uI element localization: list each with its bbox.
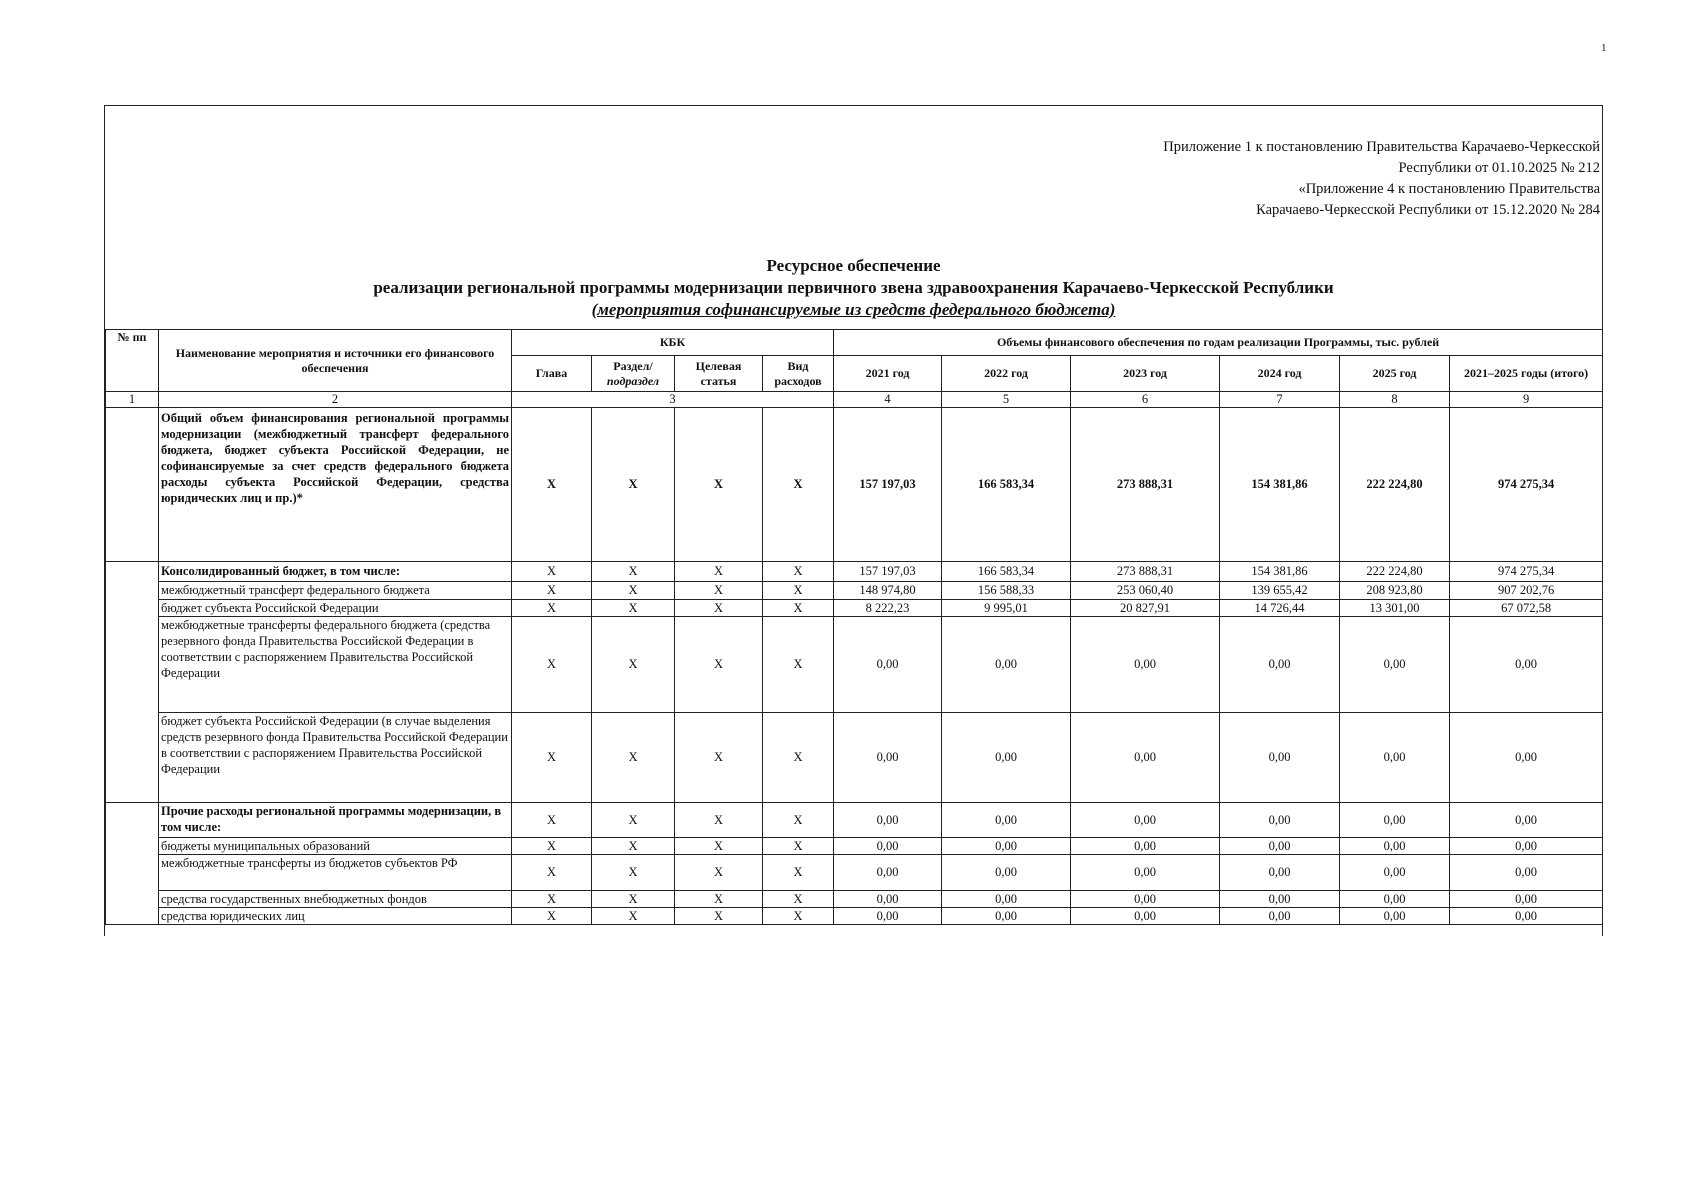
cell-2022: 166 583,34: [942, 562, 1071, 582]
column-number: 9: [1450, 392, 1603, 408]
table-row: [106, 855, 1603, 891]
cell-2023: 0,00: [1071, 908, 1220, 925]
cell-2023: 273 888,31: [1071, 562, 1220, 582]
cell-2025: 222 224,80: [1340, 408, 1450, 562]
cell-glava: Х: [512, 713, 592, 803]
cell-2023: 253 060,40: [1071, 582, 1220, 600]
title-subtitle: (мероприятия софинансируемые из средств федерального бюджета): [591, 300, 1116, 319]
cell-2025: 208 923,80: [1340, 582, 1450, 600]
cell-2021: 0,00: [834, 838, 942, 855]
cell-celevaya: Х: [675, 908, 763, 925]
cell-razdel: Х: [592, 408, 675, 562]
table-row: [106, 908, 1603, 925]
cell-total: 0,00: [1450, 891, 1603, 908]
cell-razdel: Х: [592, 617, 675, 713]
approval-line: Республики от 01.10.2025 № 212: [1398, 160, 1600, 176]
cell-razdel: Х: [592, 908, 675, 925]
cell-razdel: Х: [592, 562, 675, 582]
table-row: [106, 891, 1603, 908]
cell-2021: 0,00: [834, 908, 942, 925]
table-row: [106, 803, 1603, 838]
cell-celevaya: Х: [675, 582, 763, 600]
cell-glava: Х: [512, 838, 592, 855]
cell-glava: Х: [512, 600, 592, 617]
page-number: 1: [1601, 42, 1607, 54]
cell-2021: 157 197,03: [834, 408, 942, 562]
title-line: реализации региональной программы модернизации первичного звена здравоохранения Карачаево-Черкесской Республики: [373, 278, 1334, 297]
cell-2023: 273 888,31: [1071, 408, 1220, 562]
header-vid: Вид расходов: [763, 356, 834, 392]
cell-2025: 222 224,80: [1340, 562, 1450, 582]
cell-razdel: Х: [592, 600, 675, 617]
header-year-2022: 2022 год: [942, 356, 1071, 392]
cell-total: 0,00: [1450, 908, 1603, 925]
cell-celevaya: Х: [675, 855, 763, 891]
column-number-row: [106, 392, 1603, 408]
cell-2022: 156 588,33: [942, 582, 1071, 600]
cell-glava: Х: [512, 855, 592, 891]
cell-2022: 0,00: [942, 908, 1071, 925]
cell-glava: Х: [512, 408, 592, 562]
cell-vid: Х: [763, 562, 834, 582]
cell-razdel: Х: [592, 855, 675, 891]
cell-2023: 0,00: [1071, 855, 1220, 891]
header-razdel-label: Раздел/: [613, 358, 653, 373]
header-year-2024: 2024 год: [1220, 356, 1340, 392]
cell-2024: 0,00: [1220, 803, 1340, 838]
cell-glava: Х: [512, 582, 592, 600]
row-name: Консолидированный бюджет, в том числе:: [159, 562, 512, 582]
cell-celevaya: Х: [675, 891, 763, 908]
header-razdel: [592, 356, 675, 392]
cell-2021: 148 974,80: [834, 582, 942, 600]
cell-2023: 0,00: [1071, 838, 1220, 855]
cell-celevaya: Х: [675, 600, 763, 617]
cell-total: 974 275,34: [1450, 562, 1603, 582]
cell-2022: 0,00: [942, 713, 1071, 803]
resource-table: [105, 329, 1603, 925]
cell-vid: Х: [763, 600, 834, 617]
header-podrazdel-label: подраздел: [606, 373, 660, 388]
column-number: 4: [834, 392, 942, 408]
table-row: [106, 408, 1603, 562]
row-num-cell: [106, 562, 159, 803]
cell-2021: 0,00: [834, 891, 942, 908]
cell-2023: 0,00: [1071, 713, 1220, 803]
cell-2023: 0,00: [1071, 891, 1220, 908]
cell-vid: Х: [763, 803, 834, 838]
cell-vid: Х: [763, 713, 834, 803]
cell-2021: 0,00: [834, 713, 942, 803]
cell-celevaya: Х: [675, 617, 763, 713]
cell-2024: 139 655,42: [1220, 582, 1340, 600]
header-glava: Глава: [512, 356, 592, 392]
cell-razdel: Х: [592, 713, 675, 803]
column-number: 8: [1340, 392, 1450, 408]
cell-2025: 13 301,00: [1340, 600, 1450, 617]
cell-vid: Х: [763, 408, 834, 562]
cell-2023: 0,00: [1071, 617, 1220, 713]
cell-razdel: Х: [592, 803, 675, 838]
table-row: [106, 600, 1603, 617]
header-total: 2021–2025 годы (итого): [1450, 356, 1603, 392]
cell-2024: 0,00: [1220, 838, 1340, 855]
row-name: бюджет субъекта Российской Федерации: [159, 600, 512, 617]
row-name: средства государственных внебюджетных фондов: [159, 891, 512, 908]
cell-celevaya: Х: [675, 713, 763, 803]
cell-vid: Х: [763, 617, 834, 713]
row-name: межбюджетные трансферты федерального бюджета (средства резервного фонда Правительства Российской Федерации в соответствии с распоряжением Правительства Российской Федерации: [159, 617, 512, 713]
header-kbk: КБК: [512, 330, 834, 356]
cell-razdel: Х: [592, 838, 675, 855]
cell-total: 0,00: [1450, 803, 1603, 838]
cell-glava: Х: [512, 803, 592, 838]
cell-2023: 20 827,91: [1071, 600, 1220, 617]
row-name: Общий объем финансирования региональной программы модернизации (межбюджетный трансферт федерального бюджета, бюджет субъекта Российской Федерации, не софинансируемые за счет средств федерального бюджета расходы субъекта Российской Федерации, средства юридических лиц и пр.)*: [159, 408, 512, 562]
cell-glava: Х: [512, 617, 592, 713]
cell-2022: 0,00: [942, 838, 1071, 855]
cell-vid: Х: [763, 891, 834, 908]
header-volumes: Объемы финансового обеспечения по годам реализации Программы, тыс. рублей: [834, 330, 1603, 356]
cell-glava: Х: [512, 891, 592, 908]
cell-2024: 0,00: [1220, 855, 1340, 891]
column-number: 3: [512, 392, 834, 408]
header-celevaya: Целевая статья: [675, 356, 763, 392]
cell-2025: 0,00: [1340, 838, 1450, 855]
approval-line: Карачаево-Черкесской Республики от 15.12.2020 № 284: [1256, 202, 1600, 218]
row-name: бюджет субъекта Российской Федерации (в случае выделения средств резервного фонда Правительства Российской Федерации в соответствии с распоряжением Правительства Российской Федерации: [159, 713, 512, 803]
cell-total: 907 202,76: [1450, 582, 1603, 600]
approval-line: Приложение 1 к постановлению Правительства Карачаево-Черкесской: [1163, 139, 1600, 155]
cell-total: 0,00: [1450, 838, 1603, 855]
cell-2024: 14 726,44: [1220, 600, 1340, 617]
cell-2021: 0,00: [834, 855, 942, 891]
cell-razdel: Х: [592, 891, 675, 908]
cell-glava: Х: [512, 562, 592, 582]
cell-2025: 0,00: [1340, 803, 1450, 838]
cell-2024: 0,00: [1220, 908, 1340, 925]
table-row: [106, 562, 1603, 582]
row-name: Прочие расходы региональной программы модернизации, в том числе:: [159, 803, 512, 838]
header-year-2023: 2023 год: [1071, 356, 1220, 392]
table-row: [106, 582, 1603, 600]
row-name: бюджеты муниципальных образований: [159, 838, 512, 855]
table-row: [106, 838, 1603, 855]
cell-2023: 0,00: [1071, 803, 1220, 838]
cell-2025: 0,00: [1340, 891, 1450, 908]
cell-2024: 154 381,86: [1220, 408, 1340, 562]
cell-2024: 0,00: [1220, 617, 1340, 713]
table-row: [106, 617, 1603, 713]
cell-total: 0,00: [1450, 855, 1603, 891]
row-name: межбюджетные трансферты из бюджетов субъектов РФ: [159, 855, 512, 891]
cell-2025: 0,00: [1340, 908, 1450, 925]
header-year-2021: 2021 год: [834, 356, 942, 392]
cell-2024: 154 381,86: [1220, 562, 1340, 582]
cell-vid: Х: [763, 855, 834, 891]
cell-glava: Х: [512, 908, 592, 925]
header-num: № пп: [106, 330, 159, 392]
cell-vid: Х: [763, 908, 834, 925]
cell-total: 974 275,34: [1450, 408, 1603, 562]
approval-note: [980, 137, 1602, 221]
cell-celevaya: Х: [675, 803, 763, 838]
cell-total: 0,00: [1450, 713, 1603, 803]
row-name: средства юридических лиц: [159, 908, 512, 925]
cell-2025: 0,00: [1340, 713, 1450, 803]
column-number: 5: [942, 392, 1071, 408]
row-num-cell: [106, 803, 159, 925]
cell-celevaya: Х: [675, 408, 763, 562]
cell-2021: 157 197,03: [834, 562, 942, 582]
header-name: Наименование мероприятия и источники его финансового обеспечения: [159, 330, 512, 392]
header-year-2025: 2025 год: [1340, 356, 1450, 392]
row-name: межбюджетный трансферт федерального бюджета: [159, 582, 512, 600]
table-row: [106, 713, 1603, 803]
cell-vid: Х: [763, 838, 834, 855]
cell-2022: 0,00: [942, 855, 1071, 891]
cell-2022: 0,00: [942, 891, 1071, 908]
cell-total: 0,00: [1450, 617, 1603, 713]
cell-razdel: Х: [592, 582, 675, 600]
cell-2024: 0,00: [1220, 713, 1340, 803]
title-line: Ресурсное обеспечение: [766, 256, 941, 275]
cell-2025: 0,00: [1340, 617, 1450, 713]
cell-2022: 9 995,01: [942, 600, 1071, 617]
column-number: 7: [1220, 392, 1340, 408]
column-number: 2: [159, 392, 512, 408]
cell-2022: 0,00: [942, 617, 1071, 713]
cell-2021: 8 222,23: [834, 600, 942, 617]
document-frame: [104, 105, 1603, 936]
approval-line: «Приложение 4 к постановлению Правительства: [1298, 181, 1600, 197]
cell-2021: 0,00: [834, 803, 942, 838]
row-num-cell: [106, 408, 159, 562]
cell-vid: Х: [763, 582, 834, 600]
cell-total: 67 072,58: [1450, 600, 1603, 617]
document-title: [105, 255, 1602, 321]
column-number: 1: [106, 392, 159, 408]
cell-2022: 0,00: [942, 803, 1071, 838]
cell-celevaya: Х: [675, 838, 763, 855]
cell-2025: 0,00: [1340, 855, 1450, 891]
column-number: 6: [1071, 392, 1220, 408]
cell-2021: 0,00: [834, 617, 942, 713]
cell-celevaya: Х: [675, 562, 763, 582]
cell-2022: 166 583,34: [942, 408, 1071, 562]
cell-2024: 0,00: [1220, 891, 1340, 908]
